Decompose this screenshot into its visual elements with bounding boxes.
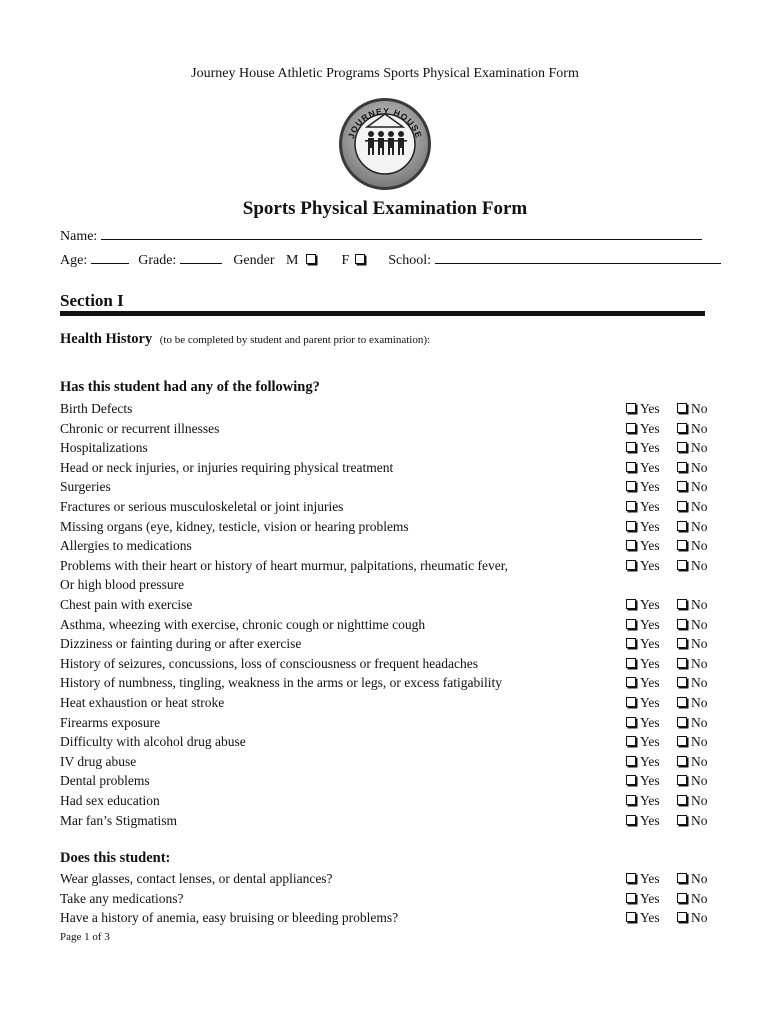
no-option — [677, 519, 708, 535]
no-label: No — [691, 479, 708, 495]
yes-no-options — [626, 401, 708, 417]
yes-no-options — [626, 479, 708, 495]
no-option — [677, 773, 708, 789]
page-number: Page 1 of 3 — [60, 931, 110, 943]
no-option — [677, 440, 708, 456]
no-option — [677, 695, 708, 711]
no-checkbox[interactable] — [677, 717, 687, 727]
svg-text:JOURNEY HOUSE: JOURNEY HOUSE — [345, 105, 425, 140]
yes-no-options — [626, 753, 708, 770]
no-option — [677, 460, 708, 476]
question-label: Heat exhaustion or heat stroke — [60, 695, 225, 710]
yes-checkbox[interactable] — [626, 560, 636, 570]
no-label: No — [691, 871, 708, 886]
yes-checkbox[interactable] — [626, 775, 636, 785]
question-label: History of numbness, tingling, weakness in the arms or legs, or excess fatigability — [60, 675, 503, 691]
no-label: No — [691, 714, 708, 730]
no-label: No — [691, 753, 708, 769]
question-label: Wear glasses, contact lenses, or dental appliances? — [60, 871, 333, 886]
no-label: No — [691, 557, 708, 573]
no-label: No — [691, 616, 708, 632]
no-checkbox[interactable] — [677, 775, 687, 785]
yes-checkbox[interactable] — [626, 638, 636, 648]
yes-label: Yes — [640, 597, 660, 612]
yes-label: Yes — [640, 636, 660, 652]
question-label: Surgeries — [60, 479, 111, 495]
no-label: No — [691, 910, 708, 926]
question-label: Dental problems — [60, 773, 150, 789]
question-label: Allergies to medications — [60, 538, 192, 554]
yes-label: Yes — [640, 499, 660, 514]
question-label: Asthma, wheezing with exercise, chronic cough or nighttime cough — [60, 616, 426, 632]
yes-label: Yes — [640, 695, 660, 710]
yes-checkbox[interactable] — [626, 756, 636, 766]
no-label: No — [691, 793, 708, 808]
no-label: No — [691, 440, 708, 456]
yes-checkbox[interactable] — [626, 521, 636, 531]
no-label: No — [691, 499, 708, 514]
yes-label: Yes — [640, 538, 660, 554]
no-option — [677, 754, 708, 770]
question-label: History of seizures, concussions, loss of consciousness or frequent headaches — [60, 655, 479, 671]
no-option — [677, 558, 708, 574]
yes-checkbox[interactable] — [626, 815, 636, 825]
yes-checkbox[interactable] — [626, 403, 636, 413]
no-option — [677, 401, 708, 417]
header-title: Journey House Athletic Programs Sports Physical Examination Form — [191, 66, 579, 81]
yes-label: Yes — [640, 616, 660, 632]
health-history-title: Health History — [60, 331, 153, 347]
yes-no-options — [626, 714, 708, 731]
yes-no-options — [626, 812, 708, 829]
yes-label: Yes — [640, 793, 660, 808]
yes-checkbox[interactable] — [626, 501, 636, 511]
yes-checkbox[interactable] — [626, 442, 636, 452]
yes-no-options — [626, 910, 708, 926]
no-checkbox[interactable] — [677, 521, 687, 531]
no-checkbox[interactable] — [677, 540, 687, 550]
no-option — [677, 421, 708, 437]
age-label: Age: — [60, 253, 88, 268]
no-label: No — [691, 812, 708, 828]
no-checkbox[interactable] — [677, 560, 687, 570]
no-checkbox[interactable] — [677, 501, 687, 511]
question-label: Chest pain with exercise — [60, 597, 193, 612]
yes-no-options — [626, 499, 708, 515]
yes-no-options — [626, 695, 708, 711]
yes-no-options — [626, 518, 708, 535]
no-label: No — [691, 773, 708, 789]
no-option — [677, 871, 708, 887]
gender-f-checkbox[interactable] — [355, 254, 365, 264]
yes-label: Yes — [640, 440, 660, 456]
yes-checkbox[interactable] — [626, 717, 636, 727]
no-checkbox[interactable] — [677, 677, 687, 687]
no-option — [677, 891, 708, 907]
no-option — [677, 479, 708, 495]
gender-label: Gender — [233, 253, 275, 268]
question-label: Birth Defects — [60, 401, 133, 416]
no-option — [677, 715, 708, 731]
question-label: Head or neck injuries, or injuries requiring physical treatment — [60, 459, 394, 475]
no-label: No — [691, 459, 708, 475]
question-label: Or high blood pressure — [60, 577, 185, 593]
health-history-heading — [60, 331, 430, 348]
no-label: No — [691, 734, 708, 750]
no-label: No — [691, 636, 708, 652]
yes-checkbox[interactable] — [626, 736, 636, 746]
yes-label: Yes — [640, 734, 660, 750]
no-checkbox[interactable] — [677, 403, 687, 413]
no-option — [677, 910, 708, 926]
no-label: No — [691, 655, 708, 671]
yes-label: Yes — [640, 557, 660, 573]
question-label: IV drug abuse — [60, 753, 137, 769]
question-label: Mar fan’s Stigmatism — [60, 812, 177, 828]
form-title: Sports Physical Examination Form — [242, 198, 528, 219]
no-label: No — [691, 597, 708, 612]
yes-label: Yes — [640, 675, 660, 691]
question-label: Difficulty with alcohol drug abuse — [60, 734, 246, 750]
yes-checkbox[interactable] — [626, 481, 636, 491]
name-row — [60, 227, 702, 245]
history-question-heading: Has this student had any of the following? — [60, 379, 320, 395]
yes-checkbox[interactable] — [626, 677, 636, 687]
yes-no-options — [626, 773, 708, 789]
yes-no-options — [626, 616, 708, 633]
no-checkbox[interactable] — [677, 912, 687, 922]
yes-label: Yes — [640, 479, 660, 495]
yes-label: Yes — [640, 910, 660, 926]
question-label: Take any medications? — [60, 890, 184, 906]
yes-label: Yes — [640, 518, 660, 534]
yes-checkbox[interactable] — [626, 658, 636, 668]
yes-no-options — [626, 538, 708, 554]
no-checkbox[interactable] — [677, 893, 687, 903]
no-checkbox[interactable] — [677, 697, 687, 707]
section-title: Section I — [60, 291, 124, 310]
yes-no-options — [626, 597, 708, 613]
yes-no-options — [626, 793, 708, 809]
no-label: No — [691, 695, 708, 710]
yes-label: Yes — [640, 871, 660, 886]
question-label: Problems with their heart or history of heart murmur, palpitations, rheumatic fever, — [60, 557, 509, 573]
no-option — [677, 813, 708, 829]
school-field[interactable] — [435, 251, 721, 264]
student-question-heading: Does this student: — [60, 850, 171, 866]
yes-no-options — [626, 675, 708, 691]
yes-checkbox[interactable] — [626, 697, 636, 707]
yes-label: Yes — [640, 420, 660, 436]
no-option — [677, 617, 708, 633]
health-history-note: (to be completed by student and parent prior to examination): — [159, 334, 431, 346]
school-label: School: — [388, 253, 432, 268]
question-label: Have a history of anemia, easy bruising or bleeding problems? — [60, 910, 399, 926]
question-label: Firearms exposure — [60, 714, 161, 730]
yes-checkbox[interactable] — [626, 423, 636, 433]
gender-f-label: F — [341, 253, 350, 268]
no-label: No — [691, 890, 708, 906]
yes-checkbox[interactable] — [626, 893, 636, 903]
no-checkbox[interactable] — [677, 481, 687, 491]
no-checkbox[interactable] — [677, 756, 687, 766]
no-checkbox[interactable] — [677, 619, 687, 629]
yes-label: Yes — [640, 714, 660, 730]
yes-label: Yes — [640, 773, 660, 789]
journey-house-logo — [337, 96, 433, 192]
yes-label: Yes — [640, 655, 660, 671]
yes-no-options — [626, 440, 708, 456]
question-label: Hospitalizations — [60, 440, 148, 456]
yes-checkbox[interactable] — [626, 873, 636, 883]
question-label: Chronic or recurrent illnesses — [60, 420, 220, 436]
grade-field[interactable] — [180, 251, 222, 264]
no-option — [677, 675, 708, 691]
no-option — [677, 499, 708, 515]
yes-no-options — [626, 557, 708, 574]
no-option — [677, 597, 708, 613]
yes-label: Yes — [640, 753, 660, 769]
question-label: Fractures or serious musculoskeletal or joint injuries — [60, 499, 344, 514]
no-checkbox[interactable] — [677, 462, 687, 472]
question-label: Missing organs (eye, kidney, testicle, vision or hearing problems — [60, 518, 409, 534]
no-option — [677, 793, 708, 809]
yes-checkbox[interactable] — [626, 912, 636, 922]
yes-no-options — [626, 459, 708, 476]
no-label: No — [691, 518, 708, 534]
grade-label: Grade: — [138, 253, 177, 268]
yes-label: Yes — [640, 401, 660, 416]
no-checkbox[interactable] — [677, 442, 687, 452]
no-label: No — [691, 420, 708, 436]
yes-checkbox[interactable] — [626, 599, 636, 609]
yes-checkbox[interactable] — [626, 795, 636, 805]
yes-label: Yes — [640, 459, 660, 475]
no-label: No — [691, 675, 708, 691]
no-option — [677, 734, 708, 750]
yes-checkbox[interactable] — [626, 462, 636, 472]
no-checkbox[interactable] — [677, 736, 687, 746]
no-checkbox[interactable] — [677, 815, 687, 825]
no-checkbox[interactable] — [677, 873, 687, 883]
details-row — [60, 251, 721, 269]
yes-label: Yes — [640, 812, 660, 828]
yes-no-options — [626, 636, 708, 652]
no-checkbox[interactable] — [677, 638, 687, 648]
no-checkbox[interactable] — [677, 599, 687, 609]
gender-m-label: M — [286, 253, 299, 268]
yes-no-options — [626, 420, 708, 437]
yes-no-options — [626, 890, 708, 907]
no-label: No — [691, 538, 708, 554]
question-label: Dizziness or fainting during or after exercise — [60, 636, 302, 652]
gender-m-checkbox[interactable] — [306, 254, 316, 264]
no-checkbox[interactable] — [677, 423, 687, 433]
yes-label: Yes — [640, 890, 660, 906]
no-option — [677, 538, 708, 554]
no-checkbox[interactable] — [677, 795, 687, 805]
yes-no-options — [626, 734, 708, 750]
no-checkbox[interactable] — [677, 658, 687, 668]
section-divider — [60, 311, 705, 316]
no-option — [677, 636, 708, 652]
yes-checkbox[interactable] — [626, 619, 636, 629]
no-label: No — [691, 401, 708, 416]
no-option — [677, 656, 708, 672]
yes-checkbox[interactable] — [626, 540, 636, 550]
name-label: Name: — [60, 229, 98, 244]
question-label: Had sex education — [60, 793, 160, 808]
age-field[interactable] — [91, 251, 129, 264]
name-field[interactable] — [101, 227, 702, 240]
yes-no-options — [626, 655, 708, 672]
yes-no-options — [626, 871, 708, 887]
